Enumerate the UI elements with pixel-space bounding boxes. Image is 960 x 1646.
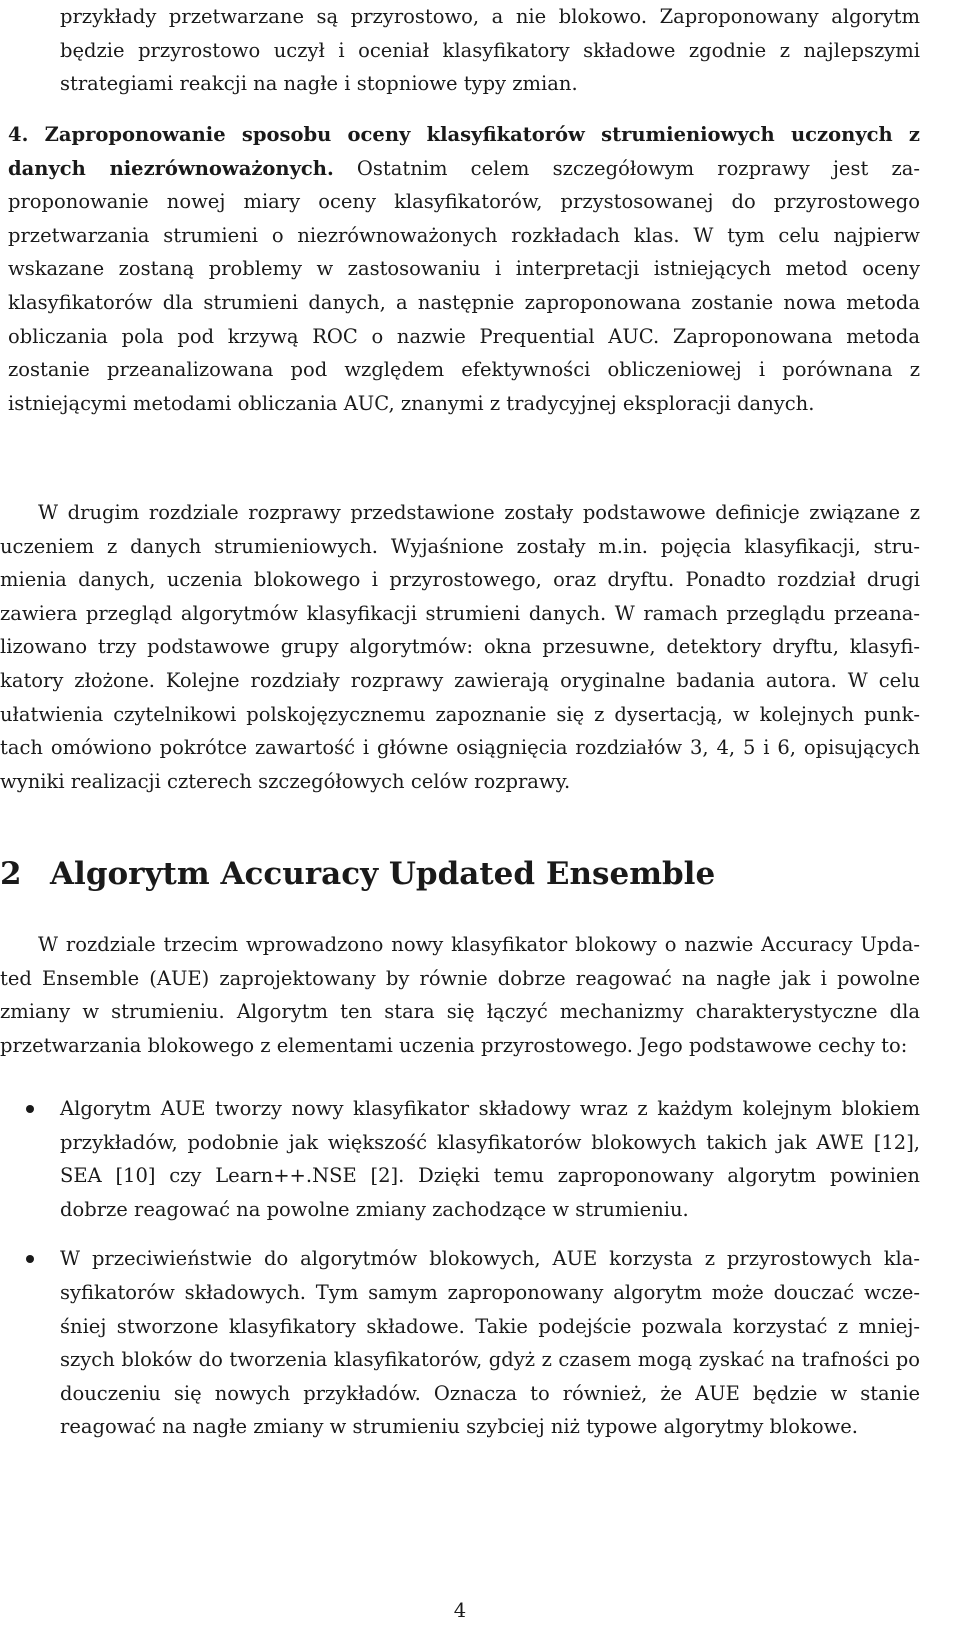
intro-paragraph: przykłady przetwarzane są przyrostowo, a nie blokowo. Zaproponowany algorytm będzie przyrostowo uczył i oceniał klasyfikatory składowe zgodnie z najlepszymi strategiami reakcji na nagłe i stopniowe typy zmian. [60,5,920,96]
page-number: 4 [453,1599,467,1622]
section-heading [0,854,920,894]
feature-bullet-list [0,1092,920,1460]
goal-4-paragraph [8,118,920,420]
goal-4-title: 4. Zaproponowanie sposobu oceny klasyfikatorów strumieniowych uczonych z danych niezrównoważonych. [8,123,920,180]
section-title: Algorytm Accuracy Updated Ensemble [50,856,716,892]
bullet-text: W przeciwieństwie do algorytmów blokowych, AUE korzysta z przyrostowych klasyfikatorów składowych. Tym samym zaproponowany algorytm może douczać wcześniej stworzone klasyfikatory składowe. Takie podejście pozwala korzystać z mniejszych bloków do tworzenia klasyfikatorów, gdyż z czasem mogą zyskać na trafności po douczeniu się nowych przykładów. Oznacza to również, że AUE będzie w stanie reagować na nagłe zmiany w strumieniu szybciej niż typowe algorytmy blokowe. [60,1247,920,1439]
list-item [0,1092,920,1226]
bullet-text: Algorytm AUE tworzy nowy klasyfikator składowy wraz z każdym kolejnym blokiem przykładów, podobnie jak większość klasyfikatorów blokowych takich jak AWE [12], SEA [10] czy Learn++.NSE [2]. Dzięki temu zaproponowany algorytm powinien dobrze reagować na powolne zmiany zachodzące w strumieniu. [60,1097,920,1221]
bullet-icon [26,1255,34,1263]
chapter-3-intro-paragraph: W rozdziale trzecim wprowadzono nowy klasyfikator blokowy o nazwie Accuracy Updated Ensemble (AUE) zaprojektowany by równie dobrze reagować na nagłe jak i powolne zmiany w strumieniu. Algorytm ten stara się łączyć mechanizmy charakterystyczne dla przetwarzania blokowego z elementami uczenia przyrostowego. Jego podstawowe cechy to: [0,933,920,1057]
chapter-2-summary-paragraph: W drugim rozdziale rozprawy przedstawione zostały podstawowe definicje związane z uczeniem z danych strumieniowych. Wyjaśnione zostały m.in. pojęcia klasyfikacji, strumienia danych, uczenia blokowego i przyrostowego, oraz dryftu. Ponadto rozdział drugi zawiera przegląd algorytmów klasyfikacji strumieni danych. W ramach przeglądu przeanalizowano trzy podstawowe grupy algorytmów: okna przesuwne, detektory dryftu, klasyfikatory złożone. Kolejne rozdziały rozprawy zawierają oryginalne badania autora. W celu ułatwienia czytelnikowi polskojęzycznemu zapoznanie się z dysertacją, w kolejnych punktach omówiono pokrótce zawartość i główne osiągnięcia rozdziałów 3, 4, 5 i 6, opisujących wyniki realizacji czterech szczegółowych celów rozprawy. [0,501,920,793]
section-number: 2 [0,856,22,892]
goal-4-body: Ostatnim celem szczegółowym rozprawy jest zaproponowanie nowej miary oceny klasyfikatorów, przystosowanej do przyrostowego przetwarzania strumieni o niezrównoważonych rozkładach klas. W tym celu najpierw wskazane zostaną problemy w zastosowaniu i interpretacji istniejących metod oceny klasyfikatorów dla strumieni danych, a następnie zaproponowana zostanie nowa metoda obliczania pola pod krzywą ROC o nazwie Prequential AUC. Zaproponowana metoda zostanie przeanalizowana pod względem efektywności obliczeniowej i porównana z istniejącymi metodami obliczania AUC, znanymi z tradycyjnej eksploracji danych. [8,156,920,415]
list-item [0,1242,920,1444]
bullet-icon [26,1105,34,1113]
